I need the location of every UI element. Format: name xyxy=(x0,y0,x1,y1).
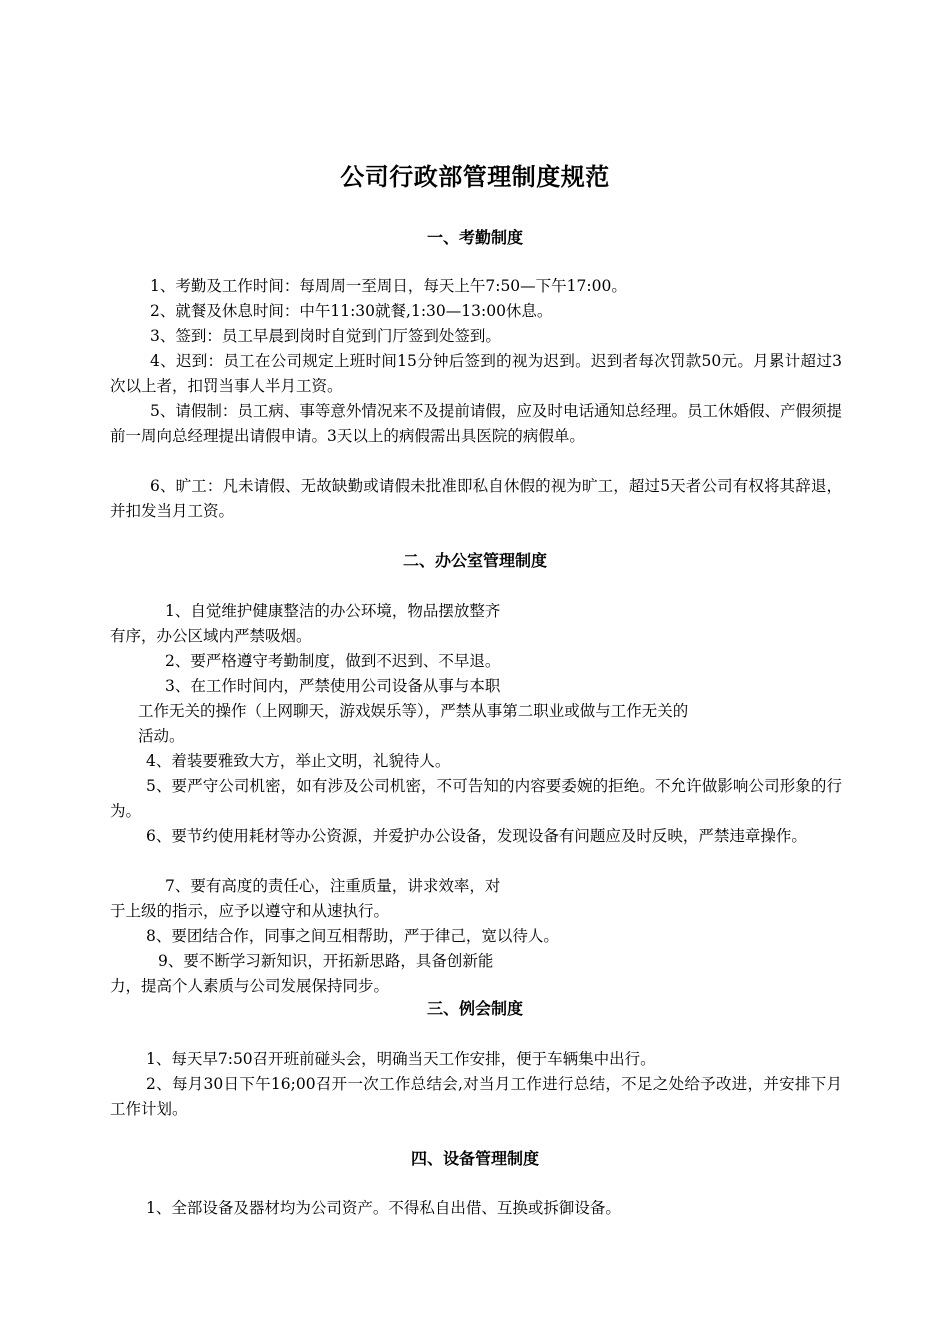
section-heading-office: 二、办公室管理制度 xyxy=(402,551,547,570)
attendance-item-2: 2、就餐及休息时间：中午11:30就餐,1:30—13:00休息。 xyxy=(150,302,553,320)
office-item-2: 2、要严格遵守考勤制度，做到不迟到、不早退。 xyxy=(165,652,501,670)
meeting-item-1: 1、每天早7:50召开班前碰头会，明确当天工作安排，便于车辆集中出行。 xyxy=(146,1050,656,1068)
office-item-3a: 3、在工作时间内，严禁使用公司设备从事与本职 xyxy=(165,677,501,695)
office-item-5: 5、要严守公司机密，如有涉及公司机密，不可告知的内容要委婉的拒绝。不允许做影响公司形象的行为。 xyxy=(110,777,842,820)
attendance-item-4: 4、迟到：员工在公司规定上班时间15分钟后签到的视为迟到。迟到者每次罚款50元。月累计超过3次以上者，扣罚当事人半月工资。 xyxy=(110,352,842,395)
office-item-4: 4、着装要雅致大方，举止文明，礼貌待人。 xyxy=(146,752,451,770)
office-item-1b: 有序，办公区域内严禁吸烟。 xyxy=(110,627,312,645)
attendance-item-5: 5、请假制：员工病、事等意外情况来不及提前请假，应及时电话通知总经理。员工休婚假、产假须提前一周向总经理提出请假申请。3天以上的病假需出具医院的病假单。 xyxy=(110,402,842,445)
attendance-item-3: 3、签到：员工早晨到岗时自觉到门厅签到处签到。 xyxy=(150,327,501,345)
office-item-7b: 于上级的指示，应予以遵守和从速执行。 xyxy=(110,902,390,920)
section-heading-equipment: 四、设备管理制度 xyxy=(410,1149,539,1168)
attendance-item-6: 6、旷工：凡未请假、无故缺勤或请假未批准即私自休假的视为旷工，超过5天者公司有权将其辞退，并扣发当月工资。 xyxy=(110,477,842,520)
office-item-1a: 1、自觉维护健康整洁的办公环境，物品摆放整齐 xyxy=(165,602,501,620)
section-heading-attendance: 一、考勤制度 xyxy=(426,228,523,247)
office-item-7a: 7、要有高度的责任心，注重质量，讲求效率，对 xyxy=(165,877,501,895)
office-item-3b: 工作无关的操作（上网聊天，游戏娱乐等），严禁从事第二职业或做与工作无关的 xyxy=(138,702,689,720)
meeting-item-2: 2、每月30日下午16;00召开一次工作总结会,对当月工作进行总结，不足之处给予改进，并安排下月工作计划。 xyxy=(110,1075,842,1118)
office-item-9b: 力，提高个人素质与公司发展保持同步。 xyxy=(110,977,390,995)
section-heading-meeting: 三、例会制度 xyxy=(426,999,523,1018)
attendance-item-1: 1、考勤及工作时间：每周周一至周日，每天上午7:50—下午17:00。 xyxy=(150,277,627,295)
equipment-item-1: 1、全部设备及器材均为公司资产。不得私自出借、互换或拆御设备。 xyxy=(146,1199,621,1217)
document-title: 公司行政部管理制度规范 xyxy=(340,163,610,191)
office-item-6: 6、要节约使用耗材等办公资源，并爱护办公设备，发现设备有问题应及时反映，严禁违章操作。 xyxy=(146,827,807,845)
office-item-8: 8、要团结合作，同事之间互相帮助，严于律己，宽以待人。 xyxy=(146,927,559,945)
office-item-3c: 活动。 xyxy=(138,727,185,745)
office-item-9a: 9、要不断学习新知识，开拓新思路，具备创新能 xyxy=(158,952,494,970)
